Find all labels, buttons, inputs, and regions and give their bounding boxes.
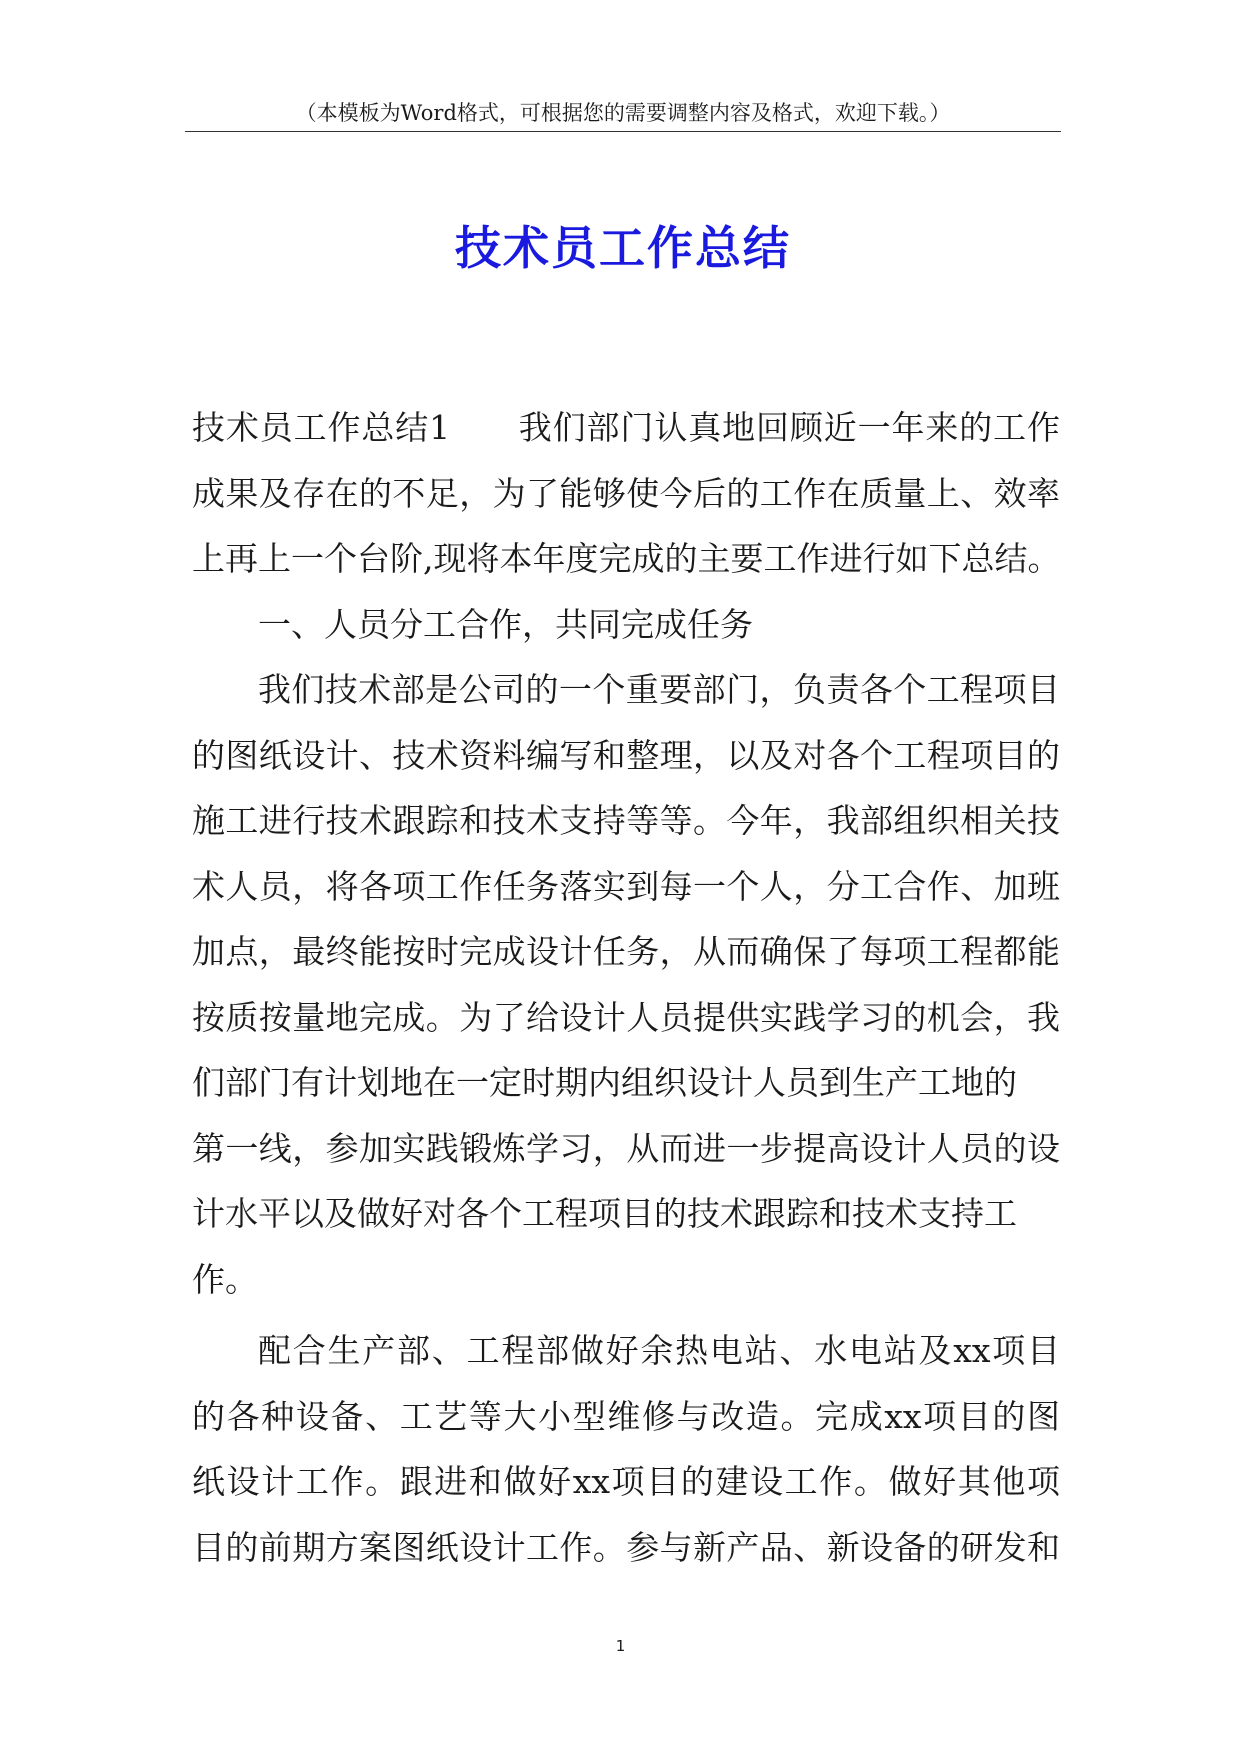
- document-body: [192, 395, 1060, 1580]
- body-line: 的图纸设计、技术资料编写和整理，以及对各个工程项目的: [192, 735, 1060, 775]
- body-line: 们部门有计划地在一定时期内组织设计人员到生产工地的: [192, 1063, 1017, 1102]
- body-line: 技术员工作总结1 我们部门认真地回顾近一年来的工作: [192, 408, 1060, 447]
- header-note: （本模板为Word格式，可根据您的需要调整内容及格式，欢迎下载。）: [295, 101, 951, 125]
- header-divider: [185, 131, 1061, 132]
- body-line: 施工进行技术跟踪和技术支持等等。今年，我部组织相关技: [192, 801, 1060, 840]
- page-number: 1: [615, 1637, 626, 1655]
- body-line: 目的前期方案图纸设计工作。参与新产品、新设备的研发和: [192, 1527, 1060, 1567]
- body-line: 配合生产部、工程部做好余热电站、水电站及xx项目: [258, 1331, 1060, 1370]
- document-title: 技术员工作总结: [455, 221, 791, 275]
- body-line: 按质按量地完成。为了给设计人员提供实践学习的机会，我: [192, 997, 1060, 1037]
- body-line: 上再上一个台阶,现将本年度完成的主要工作进行如下总结。: [192, 539, 1061, 578]
- body-line: 第一线，参加实践锻炼学习，从而进一步提高设计人员的设: [192, 1128, 1060, 1168]
- body-line: 计水平以及做好对各个工程项目的技术跟踪和技术支持工: [192, 1194, 1017, 1233]
- body-line: 成果及存在的不足，为了能够使今后的工作在质量上、效率: [192, 473, 1060, 513]
- body-line: 我们技术部是公司的一个重要部门，负责各个工程项目: [258, 670, 1060, 709]
- section-heading: 一、人员分工合作，共同完成任务: [258, 604, 753, 644]
- body-line: 纸设计工作。跟进和做好xx项目的建设工作。做好其他项: [192, 1462, 1060, 1501]
- body-line: 作。: [192, 1259, 258, 1299]
- body-line: 的各种设备、工艺等大小型维修与改造。完成xx项目的图: [192, 1396, 1060, 1436]
- body-line: 加点，最终能按时完成设计任务，从而确保了每项工程都能: [192, 932, 1060, 971]
- body-line: 术人员，将各项工作任务落实到每一个人，分工合作、加班: [192, 866, 1060, 906]
